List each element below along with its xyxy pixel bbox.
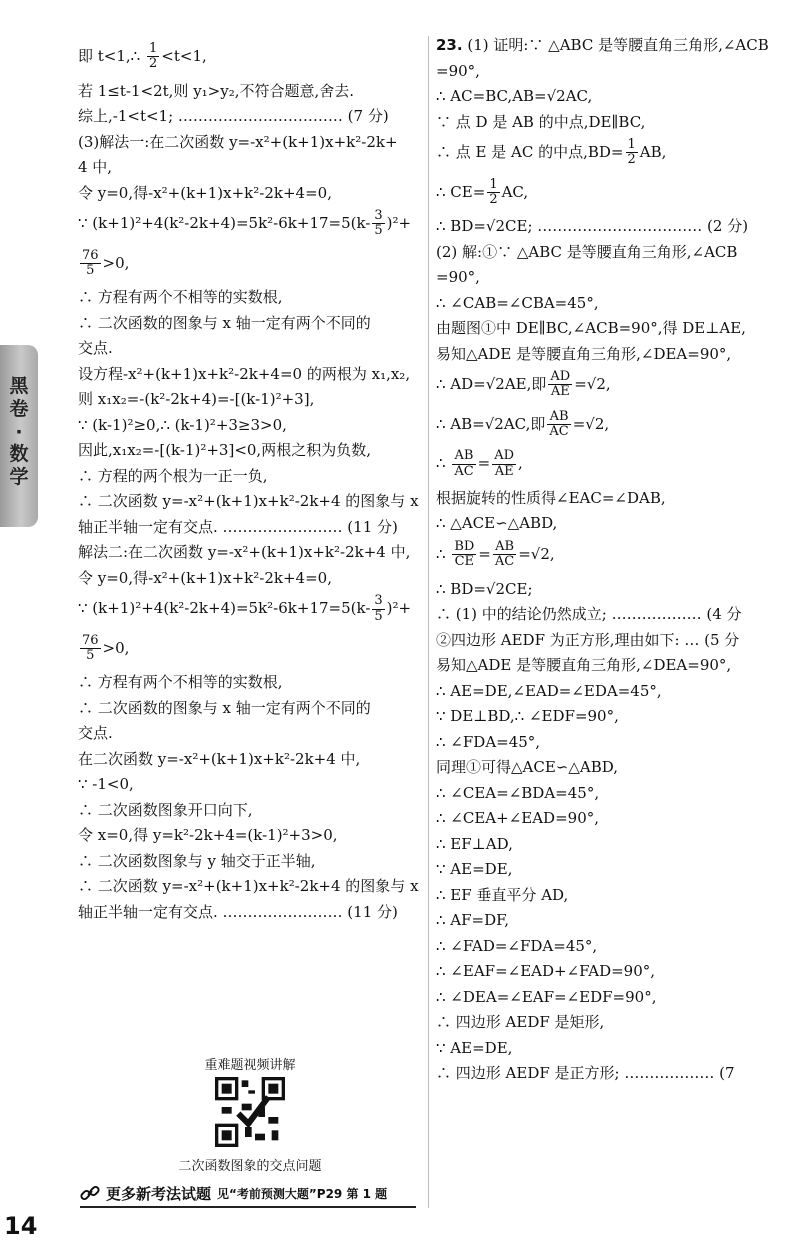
solution-line: 则 x₁x₂=-(k²-2k+4)=-[(k-1)²+3], [78,390,315,409]
solution-line: ∵ (k-1)²≥0,∴ (k-1)²+3≥3>0, [78,415,287,434]
solution-line: 令 y=0,得-x²+(k+1)x+k²-2k+4=0, [78,568,332,587]
solution-line: ∴ AE=DE,∠EAD=∠EDA=45°, [436,681,662,700]
qr-caption: 二次函数图象的交点问题 [178,1159,322,1174]
solution-line: $\frac{76}{5}$ >0, [82,247,130,278]
solution-line: 设方程-x²+(k+1)x+k²-2k+4=0 的两根为 x₁,x₂, [78,364,411,383]
solution-line: ∴ AD=√2AE,即 $\frac{AD}{AE}$ =√2, [436,369,611,400]
solution-line: 令 x=0,得 y=k²-2k+4=(k-1)²+3>0, [78,826,338,845]
solution-line: ∴ 方程的两个根为一正一负, [78,466,268,485]
qr-code-icon[interactable] [215,1077,285,1147]
page-number: 14 [4,1212,38,1240]
solution-line: 交点. [78,339,113,358]
solution-line: ∵ 点 D 是 AB 的中点,DE∥BC, [436,112,646,131]
fraction: $\frac{AD}{AE}$ [494,448,515,479]
solution-line: ∴ $\frac{BD}{CE}$ = $\frac{AB}{AC}$ =√2, [436,538,555,570]
left-column [78,36,418,928]
fraction: $\frac{AD}{AE}$ [550,369,571,400]
solution-line: ∴ EF⊥AD, [436,834,513,853]
solution-line: ∵ (k+1)²+4(k²-2k+4)=5k²-6k+17=5(k- $\frac{3}{5}$ )²+ [78,208,412,239]
solution-line: ∴ ∠CEA+∠EAD=90°, [436,809,600,828]
solution-line: ∴ ∠FAD=∠FDA=45°, [436,936,598,955]
solution-line: 因此,x₁x₂=-[(k-1)²+3]<0,两根之积为负数, [78,441,371,460]
solution-line: ∴ 二次函数图象开口向下, [78,800,253,819]
side-tab [0,345,38,527]
solution-line: 解法二:在二次函数 y=-x²+(k+1)x+k²-2k+4 中, [78,543,411,562]
side-tab-label: 黑卷·数学 [9,375,29,489]
solution-line: ∴ BD=√2CE; …………………………… (2 分) [436,217,749,236]
qr-title: 重难题视频讲解 [204,1058,296,1073]
solution-line: ∴ AB=√2AC,即 $\frac{AB}{AC}$ =√2, [436,408,610,440]
solution-line: ②四边形 AEDF 为正方形,理由如下: … (5 分 [436,630,740,649]
solution-line: ∴ BD=√2CE; [436,579,533,598]
solution-line: ∴ 四边形 AEDF 是正方形; ……………… (7 [436,1064,735,1083]
solution-line: 综上,-1<t<1; …………………………… (7 分) [78,107,389,126]
fraction: $\frac{1}{2}$ [627,137,636,168]
solution-line: ∵ DE⊥BD,∴ ∠EDF=90°, [436,707,619,726]
footer-reference: 见“考前预测大题”P29 第 1 题 [217,1186,388,1201]
solution-line: ∴ 方程有两个不相等的实数根, [78,288,283,307]
solution-line: 在二次函数 y=-x²+(k+1)x+k²-2k+4 中, [78,749,361,768]
footer-banner [80,1180,416,1208]
solution-line: (3)解法一:在二次函数 y=-x²+(k+1)x+k²-2k+ [78,132,398,151]
fraction: $\frac{1}{2}$ [149,41,158,72]
solution-line: ∵ (k+1)²+4(k²-2k+4)=5k²-6k+17=5(k- $\frac{3}{5}$ )²+ [78,593,412,624]
solution-line: ∴ 四边形 AEDF 是矩形, [436,1013,605,1032]
solution-line: ∴ 二次函数 y=-x²+(k+1)x+k²-2k+4 的图象与 x [78,492,419,511]
solution-line: ∴ △ACE∽△ABD, [436,514,558,533]
solution-line: ∴ AC=BC,AB=√2AC, [436,87,593,105]
right-column [436,36,800,1090]
fraction: $\frac{3}{5}$ [374,208,383,239]
solution-line: ∴ 点 E 是 AC 的中点,BD= $\frac{1}{2}$ AB, [436,137,667,168]
solution-line: ∵ AE=DE, [436,1038,513,1057]
fraction: $\frac{76}{5}$ [82,632,99,664]
solution-line: =90°, [436,61,480,80]
question-number: 23. [436,36,463,54]
fraction: $\frac{1}{2}$ [489,176,498,207]
solution-line: 根据旋转的性质得∠EAC=∠DAB, [436,488,666,507]
solution-line: $\frac{76}{5}$ >0, [82,632,130,664]
solution-line: 由题图①中 DE∥BC,∠ACB=90°,得 DE⊥AE, [436,319,746,338]
footer-title: 更多新考法试题 [106,1184,212,1203]
solution-line: 轴正半轴一定有交点. …………………… (11 分) [78,517,398,536]
solution-line: (2) 解:①∵ △ABC 是等腰直角三角形,∠ACB [436,242,738,261]
solution-line: ∴ CE= $\frac{1}{2}$ AC, [436,176,529,207]
solution-line: ∴ $\frac{AB}{AC}$ = $\frac{AD}{AE}$ , [436,448,523,479]
column-divider [428,36,429,1208]
solution-line: 同理①可得△ACE∽△ABD, [436,758,619,777]
solution-line: ∴ ∠CEA=∠BDA=45°, [436,783,600,802]
fraction: $\frac{76}{5}$ [82,247,99,278]
solution-line: ∵ AE=DE, [436,860,513,879]
solution-line: ∴ 二次函数 y=-x²+(k+1)x+k²-2k+4 的图象与 x [78,877,419,896]
solution-line: 若 1≤t-1<2t,则 y₁>y₂,不符合题意,舍去. [78,81,355,100]
solution-line: 易知△ADE 是等腰直角三角形,∠DEA=90°, [436,344,732,363]
fraction: $\frac{3}{5}$ [374,593,383,624]
solution-line: 易知△ADE 是等腰直角三角形,∠DEA=90°, [436,656,732,675]
solution-line: ∴ 二次函数的图象与 x 轴一定有两个不同的 [78,698,371,717]
solution-line: 令 y=0,得-x²+(k+1)x+k²-2k+4=0, [78,183,332,202]
fraction: $\frac{AB}{AC}$ [494,538,515,570]
fraction: $\frac{BD}{CE}$ [454,538,475,570]
solution-line: ∴ 二次函数的图象与 x 轴一定有两个不同的 [78,313,371,332]
solution-line: ∴ (1) 中的结论仍然成立; ……………… (4 分 [436,605,742,624]
fraction: $\frac{AB}{AC}$ [454,448,474,479]
link-icon [80,1183,100,1203]
solution-line: ∴ EF 垂直平分 AD, [436,885,569,904]
solution-line: ∴ ∠DEA=∠EAF=∠EDF=90°, [436,987,657,1006]
solution-line: 23. (1) 证明:∵ △ABC 是等腰直角三角形,∠ACB [436,36,769,54]
solution-line: ∴ 方程有两个不相等的实数根, [78,673,283,692]
solution-line: ∵ -1<0, [78,775,134,794]
fraction: $\frac{AB}{AC}$ [549,408,569,440]
solution-line: 交点. [78,724,113,743]
qr-block [170,1054,330,1174]
solution-line: ∴ AF=DF, [436,911,509,930]
solution-line: =90°, [436,268,480,287]
solution-line: ∴ ∠EAF=∠EAD+∠FAD=90°, [436,962,656,981]
solution-line: 即 t<1,∴ $\frac{1}{2}$ <t<1, [78,41,207,72]
solution-line: 4 中, [78,158,113,177]
solution-line: 轴正半轴一定有交点. …………………… (11 分) [78,902,398,921]
solution-line: ∴ ∠CAB=∠CBA=45°, [436,293,599,312]
solution-line: ∴ 二次函数图象与 y 轴交于正半轴, [78,851,316,870]
solution-line: ∴ ∠FDA=45°, [436,732,541,751]
